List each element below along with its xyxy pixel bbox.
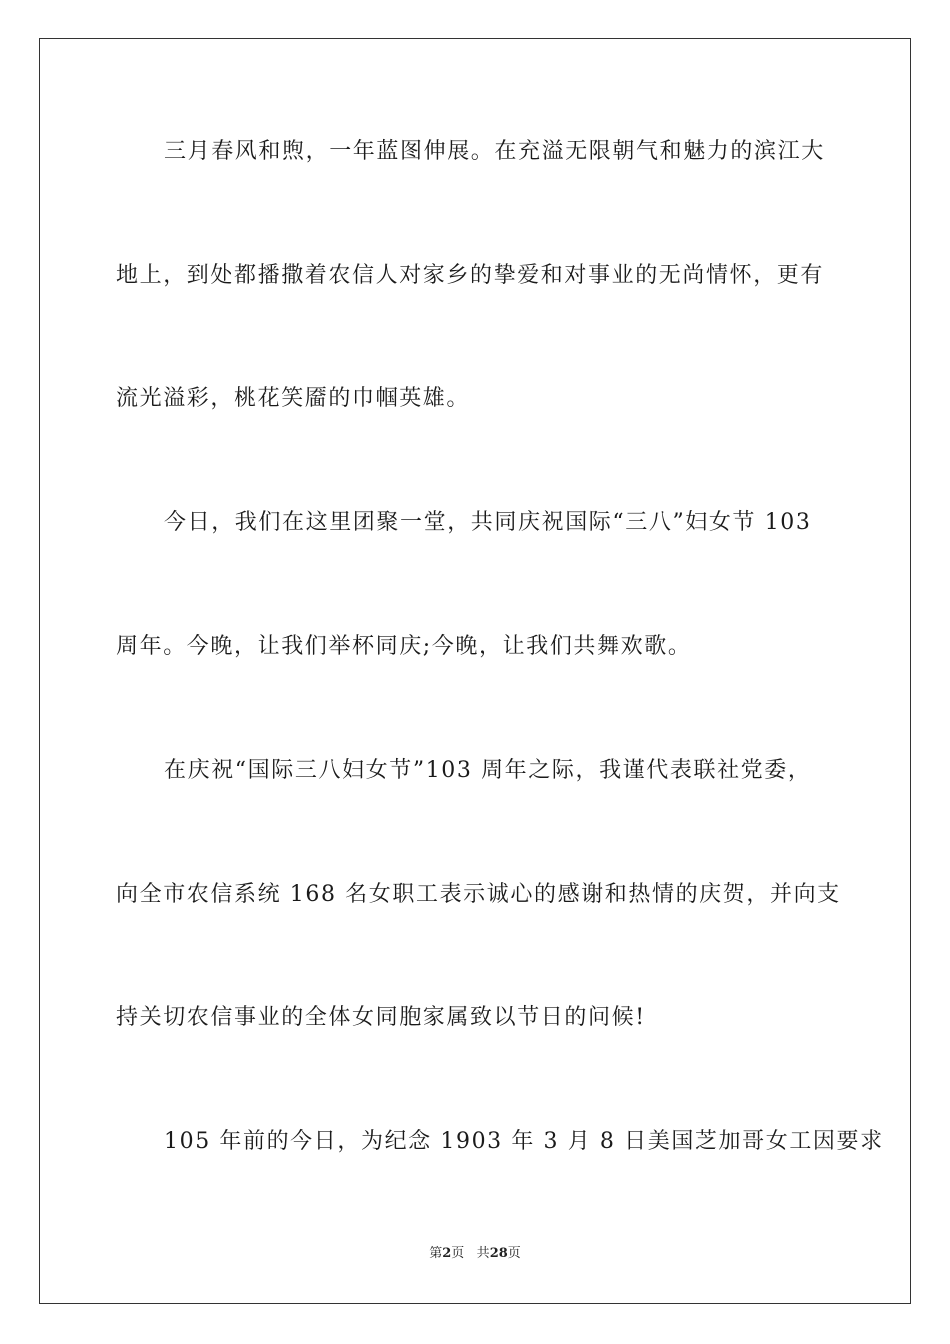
page-prefix: 第 — [429, 1246, 443, 1261]
total-suffix: 页 — [507, 1246, 521, 1261]
paragraph-1-line-3: 流光溢彩，桃花笑靥的巾帼英雄。 — [116, 386, 471, 411]
page-suffix: 页 — [451, 1246, 465, 1261]
paragraph-3-line-3: 持关切农信事业的全体女同胞家属致以节日的问候! — [116, 1005, 646, 1030]
page-footer — [0, 1246, 950, 1262]
paragraph-1-line-1: 三月春风和煦，一年蓝图伸展。在充溢无限朝气和魅力的滨江大 — [164, 139, 825, 164]
total-prefix: 共 — [476, 1246, 490, 1261]
paragraph-2-line-1: 今日，我们在这里团聚一堂，共同庆祝国际“三八”妇女节 103 — [164, 510, 812, 535]
paragraph-1-line-2: 地上，到处都播撒着农信人对家乡的挚爱和对事业的无尚情怀，更有 — [116, 263, 825, 288]
paragraph-3-line-2: 向全市农信系统 168 名女职工表示诚心的感谢和热情的庆贺，并向支 — [116, 882, 841, 907]
total-pages: 28 — [489, 1246, 508, 1261]
paragraph-4-line-1: 105 年前的今日，为纪念 1903 年 3 月 8 日美国芝加哥女工因要求 — [164, 1129, 884, 1154]
paragraph-2-line-2: 周年。今晚，让我们举杯同庆;今晚，让我们共舞欢歌。 — [116, 634, 692, 659]
page-border — [39, 38, 911, 1304]
paragraph-3-line-1: 在庆祝“国际三八妇女节”103 周年之际，我谨代表联社党委， — [164, 758, 812, 783]
page-number: 2 — [442, 1246, 452, 1261]
